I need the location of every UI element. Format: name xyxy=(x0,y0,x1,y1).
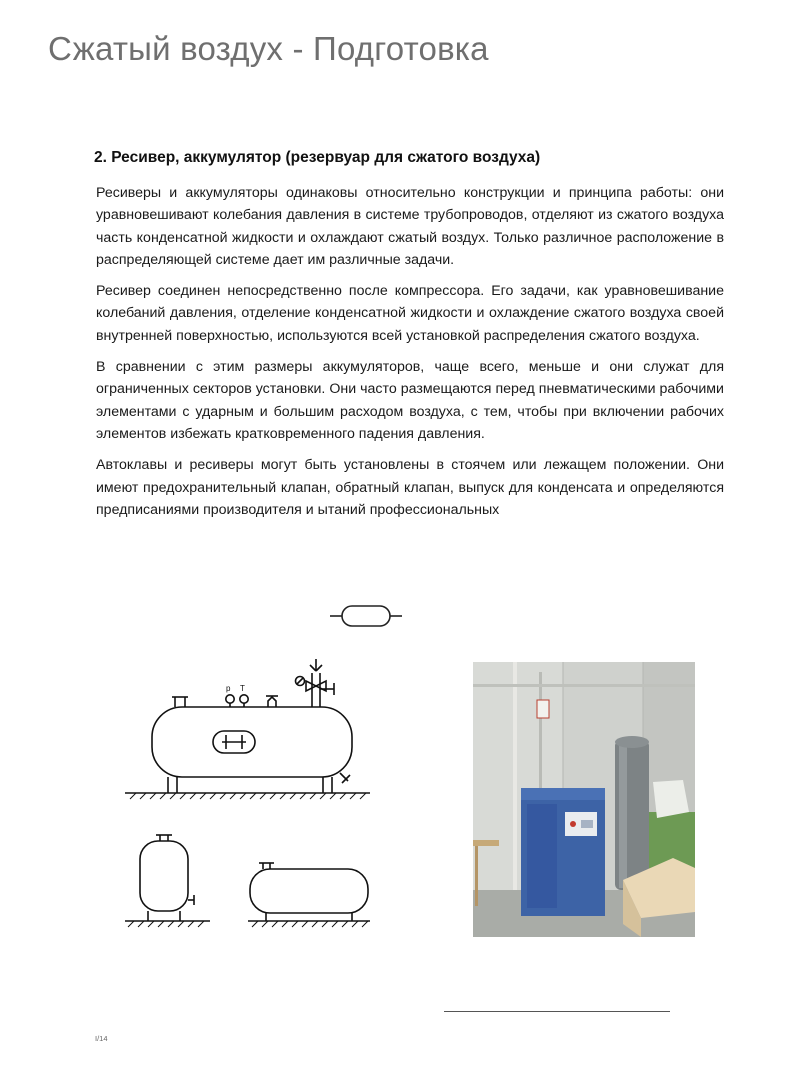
page-number: I/14 xyxy=(95,1034,108,1043)
text-occlusion xyxy=(96,553,408,593)
paragraph: Автоклавы и ресиверы могут быть установлены в стоячем или лежащем положении. Они имеют предохранительный клапан, обратный клапан, выпуск для конденсата и определяются предписаниями производителя и ытаний профессиональных xyxy=(96,457,724,518)
gauge-label-p: p xyxy=(226,684,231,693)
thermometer-icon xyxy=(240,695,248,703)
horizontal-tank xyxy=(152,707,352,777)
pressure-gauge-icon xyxy=(226,695,234,703)
gauge-label-t: T xyxy=(240,684,245,693)
paragraph: В сравнении с этим размеры аккумуляторов, чаще всего, меньше и они служат для ограниченных секторов установки. Они часто размещаются перед пневматическими рабочими элементами с ударным и большим расходом воздуха, с тем, чтобы при включении рабочих элементов избежать кратковременного падения давления. xyxy=(96,359,724,442)
paragraph: Ресиверы и аккумуляторы одинаковы относительно конструкции и принципа работы: они уравновешивают колебания давления в системе трубопроводов, отделяют из сжатого воздуха часть конденсатной жидкости и охлаждают сжатый воздух. Только различное расположение в распределяющей системе дает им различные задачи. xyxy=(96,185,724,268)
paragraph: Ресивер соединен непосредственно после компрессора. Его задачи, как уравновешивание колебаний давления, отделение конденсатной жидкости и охлаждение сжатого воздуха своей внутренней поверхностью, используются всей установкой распределения сжатого воздуха. xyxy=(96,283,724,344)
compressor-room-photo xyxy=(473,662,695,937)
tank-drawing xyxy=(120,655,370,955)
small-horizontal-tank xyxy=(250,869,368,913)
vertical-tank xyxy=(140,841,188,911)
footer-divider xyxy=(444,1011,670,1012)
section-heading: 2. Ресивер, аккумулятор (резервуар для сжатого воздуха) xyxy=(94,149,541,166)
page-title: Сжатый воздух - Подготовка xyxy=(48,30,489,67)
body-text xyxy=(96,182,724,586)
receiver-symbol-icon xyxy=(330,603,402,629)
